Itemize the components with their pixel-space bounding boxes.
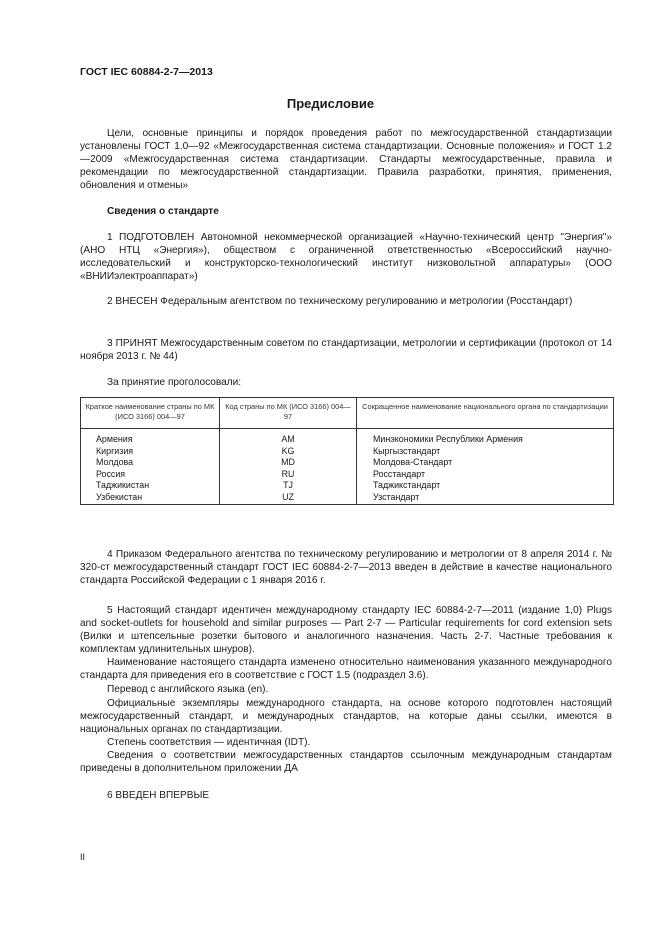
page-number: II xyxy=(80,852,86,862)
item-5-copies-note: Официальные экземпляры международного стандарта, на основе которого подготовлен настоящий межгосударственный стандарт, и международных стандартов, на которые даны ссылки, имеются в национальных органах по стандартизации. xyxy=(80,698,612,735)
intro-paragraph: Цели, основные принципы и порядок проведения работ по межгосударственной стандартизации установлены ГОСТ 1.0—92 «Межгосударственная система стандартизации. Основные положения» и ГОСТ 1.2—2009 «Межгосударственная система стандартизации. Стандарты межгосударственные, правила и рекомендации по межгосударственной стандартизации. Правила разработки, принятия, применения, обновления и отмены» xyxy=(80,128,612,191)
item-5-conformity-note: Степень соответствия — идентичная (IDT). xyxy=(107,737,311,748)
table-cell-body: Узстандарт xyxy=(373,491,420,502)
table-cell-body: Кыргызстандарт xyxy=(373,445,441,456)
table-header-body: Сокращенное наименование национального органа по стандартизации xyxy=(357,398,614,429)
table-cell-country: Таджикистан xyxy=(81,480,220,492)
voting-table xyxy=(80,397,614,505)
table-cell-body: Росстандарт xyxy=(373,468,426,479)
item-2-paragraph: 2 ВНЕСЕН Федеральным агентством по техническому регулированию и метрологии (Росстандарт) xyxy=(107,296,573,307)
table-cell-country: Узбекистан xyxy=(81,492,220,505)
table-header-code: Код страны по МК (ИСО 3166) 004—97 xyxy=(220,398,357,429)
item-5-paragraph: 5 Настоящий стандарт идентичен международному стандарту IEC 60884-2-7—2011 (издание 1,0) Plugs and socket-outlets for household and similar purposes — Part 2-7 — Particular requirements for cord extension sets (Вилки и штепсельные розетки бытового и аналогичного назначения. Часть 2-7. Частные требования к комплектам удлинительных шнуров). xyxy=(80,605,612,655)
item-1-paragraph: 1 ПОДГОТОВЛЕН Автономной некоммерческой организацией «Научно-технический центр "Энергия"» (АНО НТЦ «Энергия»), обществом с ограниченной ответственностью «Всероссийский научно-исследовательский и конструкторско-технологический институт низковольтной аппаратуры» (ООО «ВНИИэлектроаппарат») xyxy=(80,232,612,282)
table-row xyxy=(81,469,614,481)
item-5-translation-note: Перевод с английского языка (en). xyxy=(107,684,269,695)
table-cell-country: Армения xyxy=(81,429,220,446)
table-row xyxy=(81,429,614,446)
table-cell-country: Киргизия xyxy=(81,446,220,458)
page-title: Предисловие xyxy=(286,96,375,111)
table-row xyxy=(81,446,614,458)
item-6-paragraph: 6 ВВЕДЕН ВПЕРВЫЕ xyxy=(107,790,210,801)
table-row xyxy=(81,457,614,469)
item-4-paragraph: 4 Приказом Федерального агентства по техническому регулированию и метрологии от 8 апреля 2014 г. № 320-ст межгосударственный стандарт ГОСТ IEC 60884-2-7—2013 введен в действие в качестве национального стандарта Российской Федерации с 1 января 2016 г. xyxy=(80,549,612,586)
table-header-row xyxy=(81,398,614,429)
table-cell-code: MD xyxy=(220,457,357,469)
item-5-name-note: Наименование настоящего стандарта изменено относительно наименования указанного международного стандарта для приведения его в соответствие с ГОСТ 1.5 (подраздел 3.6). xyxy=(80,657,612,681)
table-cell-code: UZ xyxy=(220,492,357,505)
voted-label: За принятие проголосовали: xyxy=(107,377,242,388)
table-cell-code: KG xyxy=(220,446,357,458)
table-cell-code: AM xyxy=(220,429,357,446)
table-row xyxy=(81,492,614,505)
table-cell-body: Молдова-Стандарт xyxy=(373,457,453,467)
table-cell-code: TJ xyxy=(220,480,357,492)
table-cell-body: Таджикстандарт xyxy=(373,480,441,490)
item-3-paragraph: 3 ПРИНЯТ Межгосударственным советом по стандартизации, метрологии и сертификации (протокол от 14 ноября 2013 г. № 44) xyxy=(80,338,612,362)
document-code: ГОСТ IEC 60884-2-7—2013 xyxy=(80,66,213,78)
table-cell-code: RU xyxy=(220,469,357,481)
item-5-annex-note: Сведения о соответствии межгосударственных стандартов ссылочным международным стандартам приведены в дополнительном приложении ДА xyxy=(80,750,612,774)
table-cell-body: Минэкономики Республики Армения xyxy=(373,434,523,444)
table-header-country: Краткое наименование страны по МК (ИСО 3166) 004—97 xyxy=(81,398,220,429)
table-cell-country: Россия xyxy=(81,469,220,481)
section-heading: Сведения о стандарте xyxy=(107,206,219,217)
table-cell-country: Молдова xyxy=(81,457,220,469)
table-row xyxy=(81,480,614,492)
